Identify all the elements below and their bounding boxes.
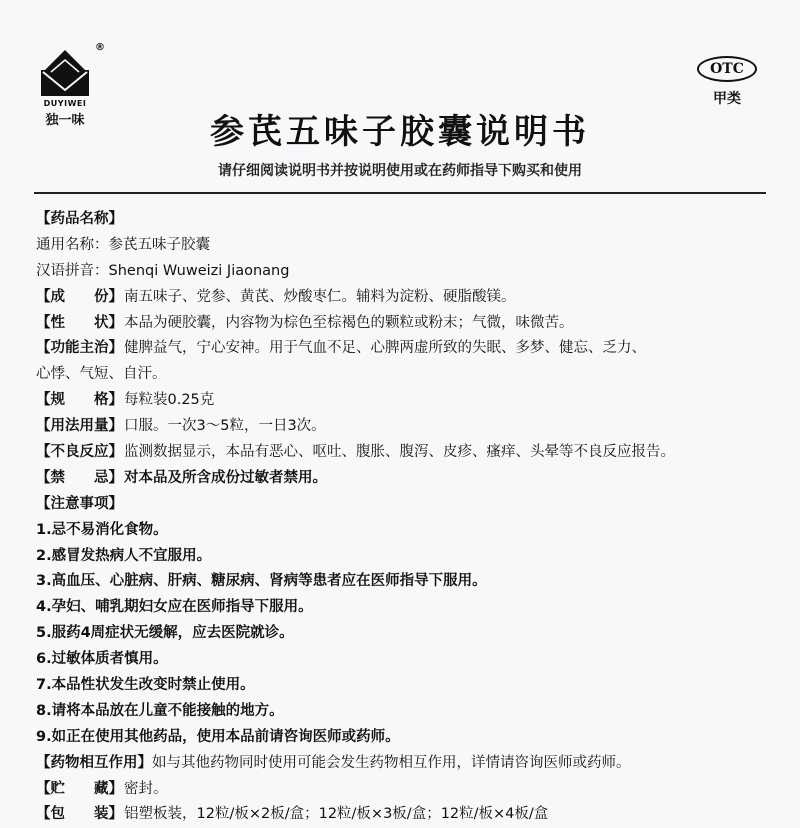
package-row [36, 802, 786, 828]
contraindications-label: 【禁 忌】 [36, 469, 123, 486]
generic-name-row [36, 233, 786, 259]
specification-text: 每粒装0.25克 [124, 392, 215, 409]
otc-badge: OTC [697, 56, 757, 82]
indications-row [36, 336, 786, 362]
drug-name-label: 【药品名称】 [36, 211, 123, 227]
otc-class-label: 甲类 [713, 91, 741, 107]
brand-name-en: DUYIWEI [43, 99, 87, 108]
leaflet-body [36, 207, 786, 828]
ingredients-text: 南五味子、党参、黄芪、炒酸枣仁。辅料为淀粉、硬脂酸镁。 [124, 288, 516, 305]
storage-text: 密封。 [124, 780, 168, 797]
precaution-item: 7.本品性状发生改变时禁止使用。 [36, 677, 255, 694]
pinyin-row [36, 259, 786, 285]
registered-mark: ® [95, 42, 105, 53]
precautions-label: 【注意事项】 [36, 495, 123, 512]
precaution-item: 4.孕妇、哺乳期妇女应在医师指导下服用。 [36, 599, 313, 616]
storage-row [36, 777, 786, 803]
otc-marking [696, 56, 758, 108]
indications-text-line1: 健脾益气，宁心安神。用于气血不足、心脾两虚所致的失眠、多梦、健忘、乏力、 [124, 340, 646, 357]
description-label: 【性 状】 [36, 314, 123, 331]
dosage-label: 【用法用量】 [36, 418, 123, 435]
package-text: 铝塑板装，12粒/板×2板/盒；12粒/板×3板/盒；12粒/板×4板/盒 [124, 806, 549, 823]
precautions-section-row [36, 492, 786, 518]
storage-label: 【贮 藏】 [36, 780, 123, 797]
precaution-item: 9.如正在使用其他药品，使用本品前请咨询医师或药师。 [36, 728, 400, 745]
precaution-item: 5.服药4周症状无缓解，应去医院就诊。 [36, 625, 294, 642]
adverse-reactions-row [36, 440, 786, 466]
dosage-row [36, 414, 786, 440]
ingredients-row [36, 285, 786, 311]
specification-label: 【规 格】 [36, 392, 123, 409]
drug-name-section-row [36, 207, 786, 233]
ingredients-label: 【成 份】 [36, 288, 123, 305]
pinyin-text: 汉语拼音：Shenqi Wuweizi Jiaonang [36, 262, 290, 279]
description-text: 本品为硬胶囊，内容物为棕色至棕褐色的颗粒或粉末；气微，味微苦。 [124, 314, 574, 331]
page-subtitle: 请仔细阅读说明书并按说明使用或在药师指导下购买和使用 [218, 163, 582, 179]
description-row [36, 311, 786, 337]
drug-interactions-text: 如与其他药物同时使用可能会发生药物相互作用，详情请咨询医师或药师。 [152, 754, 631, 771]
contraindications-text: 对本品及所含成份过敏者禁用。 [124, 469, 327, 486]
adverse-reactions-label: 【不良反应】 [36, 444, 123, 461]
drug-interactions-label: 【药物相互作用】 [36, 754, 152, 771]
indications-label: 【功能主治】 [36, 340, 123, 357]
precaution-item: 2.感冒发热病人不宜服用。 [36, 547, 212, 564]
precaution-item: 3.高血压、心脏病、肝病、糖尿病、肾病等患者应在医师指导下服用。 [36, 573, 487, 590]
precaution-item: 8.请将本品放在儿童不能接触的地方。 [36, 702, 284, 719]
specification-row [36, 388, 786, 414]
page-title: 参芪五味子胶囊说明书 [210, 112, 590, 152]
generic-name-text: 通用名称：参芪五味子胶囊 [36, 236, 210, 253]
package-label: 【包 装】 [36, 806, 123, 823]
indications-continuation-row [36, 362, 786, 388]
drug-interactions-row [36, 751, 786, 777]
adverse-reactions-text: 监测数据显示，本品有恶心、呕吐、腹胀、腹泻、皮疹、瘙痒、头晕等不良反应报告。 [124, 444, 675, 461]
precaution-item: 6.过敏体质者慎用。 [36, 651, 168, 668]
contraindications-row [36, 466, 786, 492]
precaution-item: 1.忌不易消化食物。 [36, 521, 168, 538]
diamond-envelope-logo-icon [37, 42, 105, 98]
dosage-text: 口服。一次3～5粒，一日3次。 [124, 418, 326, 435]
header-divider [34, 192, 766, 194]
indications-text-line2: 心悸、气短、自汗。 [36, 366, 167, 383]
brand-name-cn: 独一味 [45, 113, 85, 128]
